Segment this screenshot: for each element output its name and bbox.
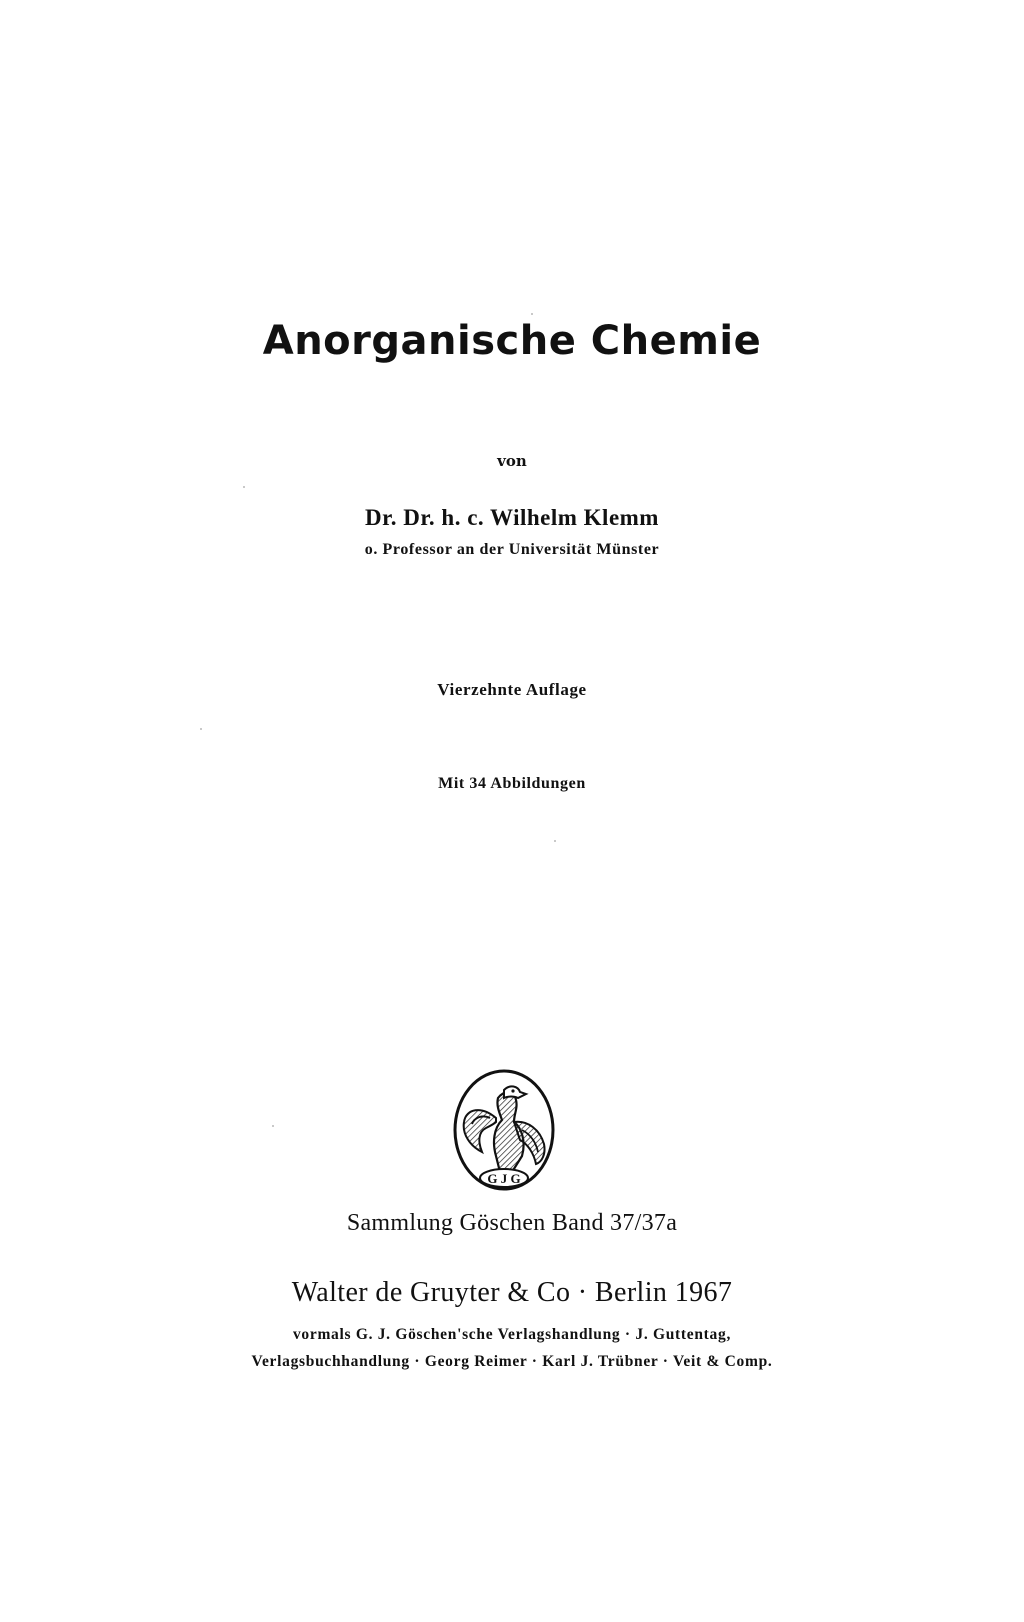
illustrations-note: Mit 34 Abbildungen [438, 775, 586, 792]
eagle-emblem-icon [452, 1068, 556, 1192]
edition-label: Vierzehnte Auflage [437, 680, 587, 699]
author-affiliation: o. Professor an der Universität Münster [364, 541, 660, 558]
by-label: von [497, 452, 527, 470]
series-label: Sammlung Göschen Band 37/37a [346, 1210, 678, 1236]
former-names-line-1: vormals G. J. Göschen'sche Verlagshandlung · J. Guttentag, [292, 1326, 732, 1343]
publisher-line: Walter de Gruyter & Co · Berlin 1967 [291, 1277, 733, 1308]
scan-speck [243, 486, 245, 488]
scan-speck [531, 313, 533, 315]
author-name: Dr. Dr. h. c. Wilhelm Klemm [365, 505, 659, 530]
svg-text:G J G: G J G [487, 1171, 521, 1186]
scan-speck [554, 840, 556, 842]
scan-speck [200, 728, 202, 730]
former-names-line-2: Verlagsbuchhandlung · Georg Reimer · Karl J. Trübner · Veit & Comp. [251, 1353, 773, 1370]
book-title: Anorganische Chemie [262, 318, 762, 364]
scan-speck [272, 1125, 274, 1127]
